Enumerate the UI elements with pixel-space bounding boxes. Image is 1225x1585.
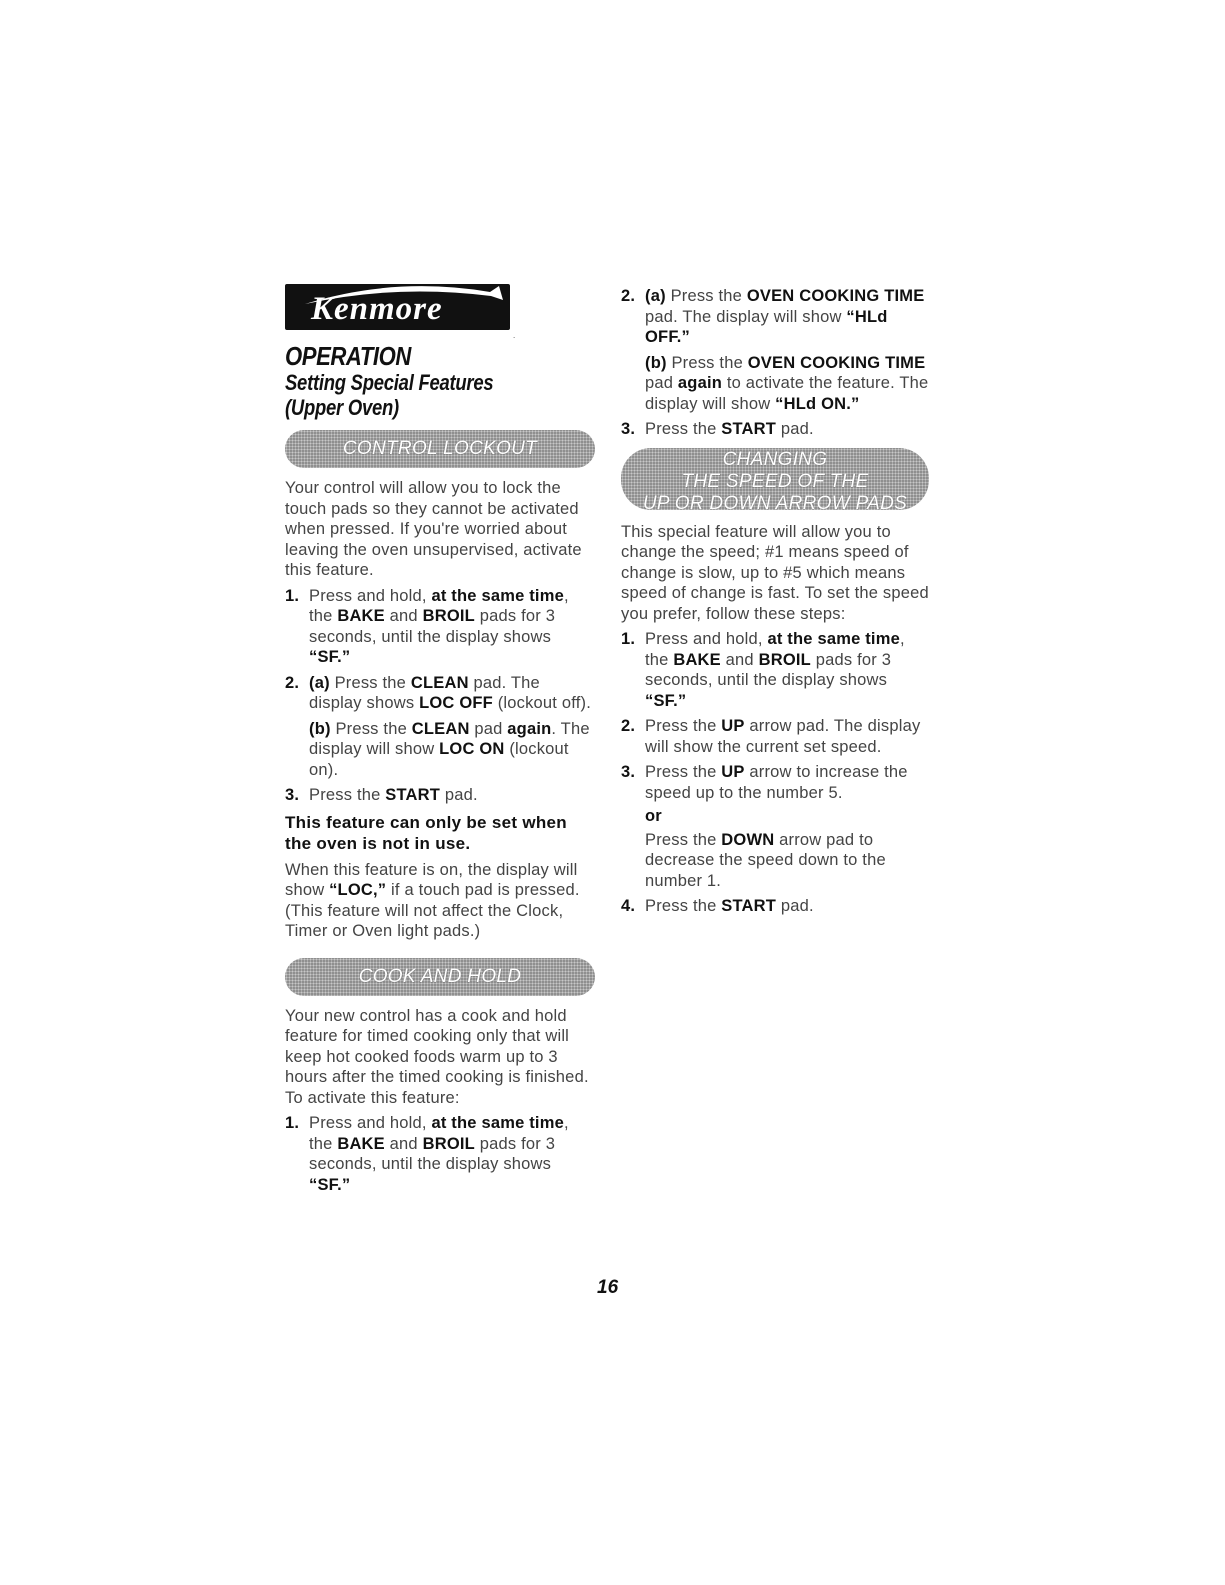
page-title: OPERATION <box>285 341 411 371</box>
speed-step-4 <box>621 896 933 917</box>
arrow-speed-banner <box>621 448 929 514</box>
step-text: Press the <box>666 353 748 372</box>
step-text: Press the <box>665 287 747 305</box>
speed-step-2 <box>621 716 933 757</box>
control-lockout-banner <box>285 430 595 468</box>
step-text: arrow pad to decrease the speed down to the number 1. <box>645 830 886 890</box>
lockout-step-3 <box>285 785 597 806</box>
step-sublabel: (a) <box>309 673 330 692</box>
step-bold: UP <box>721 717 745 735</box>
step-text: to activate the feature. The display will show <box>645 374 929 413</box>
step-text: pad. <box>776 420 814 438</box>
step-text: and <box>720 650 759 669</box>
step-number: 4. <box>621 897 636 915</box>
step-number: 3. <box>621 420 636 438</box>
arrow-speed-heading-line3: UP OR DOWN ARROW PADS <box>642 492 908 514</box>
step-bold: OVEN COOKING TIME <box>746 287 925 305</box>
outro-text: When this feature is on, the display will show <box>285 860 578 899</box>
step-number: 2. <box>621 717 636 735</box>
lockout-step-2b <box>285 719 597 781</box>
left-column <box>285 282 597 1200</box>
step-text: (lockout on). <box>309 740 569 779</box>
step-text: pad. <box>440 786 478 804</box>
step-text: . The display will show <box>309 719 590 758</box>
arrow-speed-heading-line1: CHANGING <box>722 448 828 470</box>
cook-and-hold-banner <box>285 958 595 996</box>
step-text: pad. The display will show <box>645 307 847 326</box>
step-number: 1. <box>285 1114 300 1132</box>
cook-hold-step-1 <box>285 1113 597 1195</box>
step-text: pads for 3 seconds, until the display shows <box>645 650 892 689</box>
lockout-step-1 <box>285 586 597 668</box>
step-text: pad. The display shows <box>309 673 540 712</box>
step-text: pad <box>645 374 678 392</box>
step-text: arrow pad. The display will show the current set speed. <box>645 717 921 756</box>
step-bold: BROIL <box>758 650 811 669</box>
logo-trademark: . <box>513 331 516 340</box>
step-bold: START <box>385 786 441 804</box>
cook-and-hold-heading: COOK AND HOLD <box>358 965 522 987</box>
lockout-outro <box>285 860 597 942</box>
step-number: 2. <box>285 673 300 692</box>
control-lockout-heading: CONTROL LOCKOUT <box>342 438 538 459</box>
step-number: 3. <box>621 763 636 781</box>
step-bold: OVEN COOKING TIME <box>747 353 926 372</box>
page-number: 16 <box>597 1277 619 1298</box>
step-text: pads for 3 seconds, until the display shows <box>309 607 556 646</box>
step-bold: again <box>677 374 723 392</box>
step-text: Press the <box>309 786 386 804</box>
step-bold: BAKE <box>673 650 721 669</box>
step-number: 3. <box>285 786 300 804</box>
arrow-speed-intro: This special feature will allow you to change the speed; #1 means speed of change is slow, up to #5 which means speed of change is fast. To set the speed you prefer, follow these steps: <box>621 522 929 623</box>
step-text: arrow to increase the speed up to the number 5. <box>645 763 908 802</box>
step-sublabel: (b) <box>309 719 331 738</box>
outro-bold: “LOC,” <box>329 881 387 899</box>
step-bold: UP <box>721 763 745 781</box>
cook-and-hold-intro: Your new control has a cook and hold feature for timed cooking only that will keep hot cooked foods warm up to 3 hours after the timed cooking is finished. To activate this feature: <box>285 1006 589 1107</box>
step-bold: at the same time <box>767 630 900 648</box>
step-text: Press the <box>330 719 412 738</box>
step-sublabel: (a) <box>645 287 666 305</box>
step-text: Press the <box>645 763 722 781</box>
logo-text: Kenmore <box>311 291 443 327</box>
page-subtitle-line1: Setting Special Features <box>285 370 494 395</box>
step-text: Press and hold, <box>309 586 432 605</box>
step-number: 2. <box>621 287 636 305</box>
step-bold: “SF.” <box>309 1175 351 1194</box>
step-bold: BAKE <box>337 1134 385 1153</box>
step-text: pad <box>469 719 508 738</box>
step-bold: BROIL <box>422 607 475 625</box>
step-bold: “HLd OFF.” <box>645 307 888 346</box>
cook-hold-step-2a <box>621 286 933 348</box>
page-subtitle-line2: (Upper Oven) <box>285 395 399 420</box>
outro-text: if a touch pad is pressed. (This feature will not affect the Clock, Timer or Oven light pads.) <box>285 881 580 940</box>
step-text: (lockout off). <box>492 694 591 712</box>
step-bold: at the same time <box>431 1114 564 1132</box>
right-column <box>621 286 933 922</box>
step-text: and <box>384 607 423 625</box>
step-text: Press and hold, <box>645 630 768 648</box>
step-text: Press the <box>645 717 722 735</box>
step-bold: DOWN <box>721 830 775 849</box>
step-bold: CLEAN <box>411 719 470 738</box>
step-text: pad. <box>776 897 814 915</box>
kenmore-logo <box>285 282 516 340</box>
step-text: Press the <box>645 830 722 849</box>
cook-hold-step-2b <box>621 353 933 415</box>
speed-step-1 <box>621 629 933 711</box>
step-sublabel: (b) <box>645 353 667 372</box>
step-or: or <box>645 807 662 825</box>
step-text: and <box>384 1134 423 1153</box>
arrow-speed-heading-line2: THE SPEED OF THE <box>681 470 869 492</box>
step-bold: at the same time <box>431 586 564 605</box>
step-bold: CLEAN <box>410 673 469 692</box>
step-number: 1. <box>621 630 636 648</box>
lockout-step-2a <box>285 673 597 714</box>
control-lockout-intro: Your control will allow you to lock the touch pads so they cannot be activated when pressed. If you're worried about leaving the oven unsupervised, activate this feature. <box>285 479 582 579</box>
step-bold: “HLd ON.” <box>775 394 860 413</box>
step-text: , the <box>645 630 905 669</box>
step-text: , the <box>309 1114 569 1153</box>
step-bold: BAKE <box>337 607 385 625</box>
step-bold: LOC ON <box>439 740 505 758</box>
step-bold: “SF.” <box>645 691 687 710</box>
step-bold: “SF.” <box>309 648 351 666</box>
step-text: pads for 3 seconds, until the display shows <box>309 1134 556 1173</box>
step-text: Press the <box>645 897 722 915</box>
step-bold: START <box>721 897 777 915</box>
step-bold: START <box>721 420 777 438</box>
step-text: , the <box>309 586 569 625</box>
cook-hold-step-3 <box>621 419 933 440</box>
step-text: Press the <box>645 420 722 438</box>
step-bold: again <box>507 719 552 738</box>
step-text: Press and hold, <box>309 1114 432 1132</box>
step-number: 1. <box>285 586 300 605</box>
step-bold: BROIL <box>422 1134 475 1153</box>
step-text: Press the <box>329 673 411 692</box>
speed-step-3 <box>621 762 933 891</box>
step-bold: LOC OFF <box>419 694 493 712</box>
lockout-note: This feature can only be set when the oven is not in use. <box>285 812 567 853</box>
